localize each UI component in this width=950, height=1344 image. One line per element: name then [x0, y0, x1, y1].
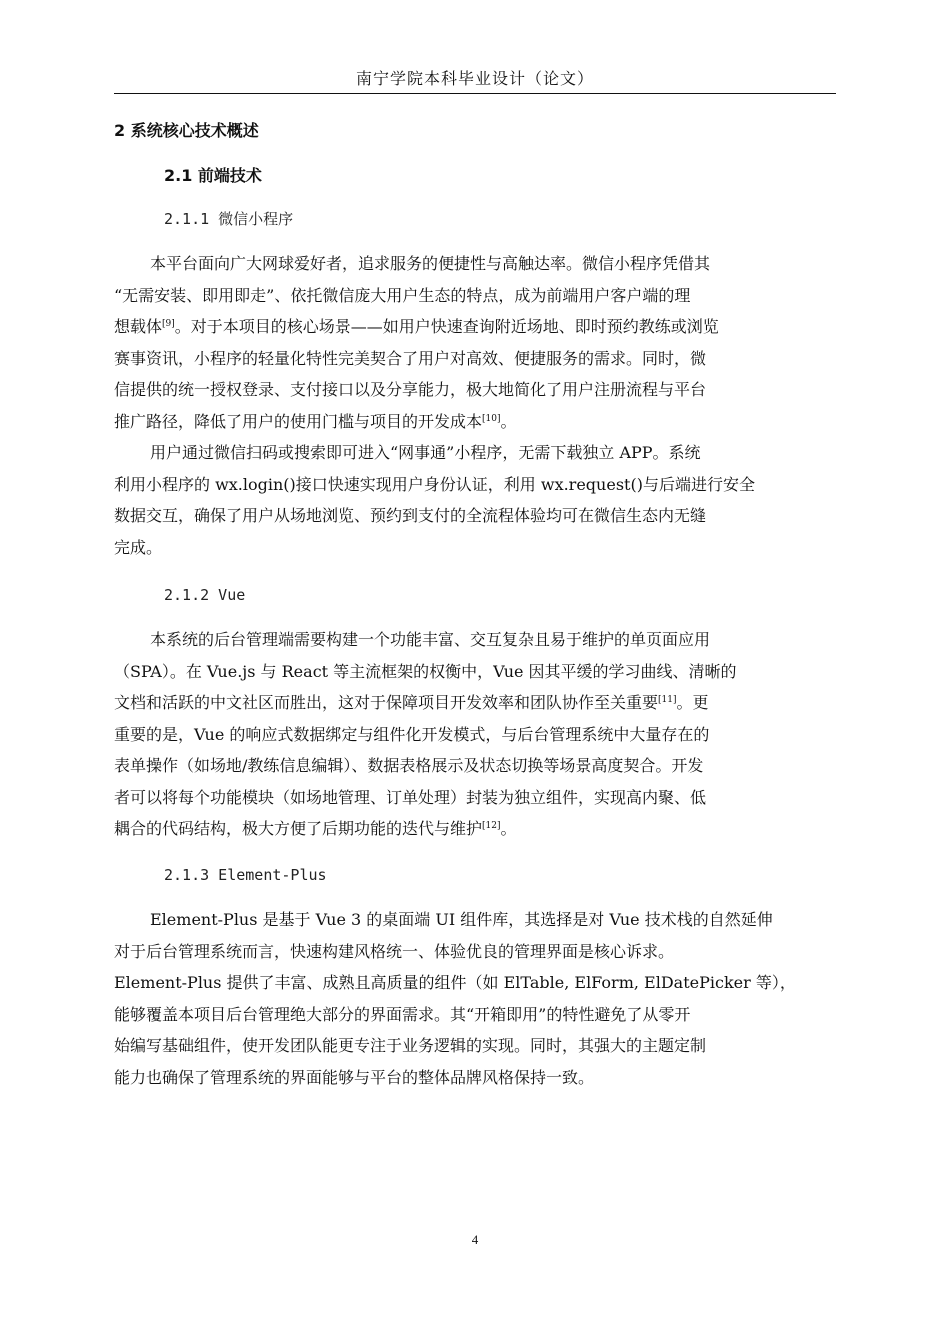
text-line: 信提供的统一授权登录、支付接口以及分享能力，极大地简化了用户注册流程与平台	[114, 380, 707, 399]
text-line: 本平台面向广大网球爱好者，追求服务的便捷性与高触达率。微信小程序凭借其	[150, 254, 711, 273]
citation-ref: [12]	[482, 821, 501, 831]
text-line: （SPA）。在 Vue.js 与 React 等主流框架的权衡中，Vue 因其平缓的学习曲线、清晰的	[114, 661, 737, 681]
text-segment: 耦合的代码结构，极大方便了后期功能的迭代与维护	[114, 819, 483, 838]
text-line: 完成。	[114, 537, 163, 557]
subsection-heading: 2.1 前端技术	[164, 166, 262, 185]
text-segment: 想载体	[114, 317, 163, 336]
header-rule	[114, 93, 836, 94]
text-segment: 推广路径，降低了用户的使用门槛与项目的开发成本	[114, 411, 483, 431]
text-line: Element-Plus 提供了丰富、成熟且高质量的组件（如 ElTable, ElForm, ElDatePicker 等），	[114, 973, 796, 992]
text-line: 能够覆盖本项目后台管理绝大部分的界面需求。其“开箱即用”的特性避免了从零开	[114, 1004, 691, 1024]
text-segment: 文档和活跃的中文社区而胜出，这对于保障项目开发效率和团队协作至关重要	[114, 693, 659, 712]
paragraph-miniprogram-1	[114, 248, 836, 437]
section-heading: 2 系统核心技术概述	[114, 121, 259, 140]
text-segment: 。对于本项目的核心场景——如用户快速查询附近场地、即时预约教练或浏览	[174, 317, 719, 336]
text-segment: 。	[500, 819, 517, 838]
subsubsection-heading-element-plus: 2.1.3 Element-Plus	[164, 866, 327, 884]
paragraph-element-plus	[114, 904, 836, 1093]
text-line	[114, 687, 836, 719]
text-line	[114, 406, 836, 438]
subsubsection-heading-miniprogram: 2.1.1 微信小程序	[164, 210, 294, 228]
text-segment: 。	[500, 411, 517, 431]
text-line: 始编写基础组件，使开发团队能更专注于业务逻辑的实现。同时，其强大的主题定制	[114, 1036, 707, 1055]
paragraph-miniprogram-2	[114, 437, 836, 563]
text-line: 用户通过微信扫码或搜索即可进入“网事通”小程序，无需下载独立 APP。系统	[150, 443, 701, 462]
text-line: 者可以将每个功能模块（如场地管理、订单处理）封装为独立组件，实现高内聚、低	[114, 787, 707, 807]
text-line	[114, 311, 836, 343]
text-line: Element-Plus 是基于 Vue 3 的桌面端 UI 组件库，其选择是对 Vue 技术栈的自然延伸	[150, 910, 773, 929]
text-line: 本系统的后台管理端需要构建一个功能丰富、交互复杂且易于维护的单页面应用	[150, 630, 711, 649]
text-line: 对于后台管理系统而言，快速构建风格统一、体验优良的管理界面是核心诉求。	[114, 941, 675, 961]
page-number: 4	[471, 1232, 479, 1247]
subsubsection-heading-vue: 2.1.2 Vue	[164, 586, 246, 604]
text-line	[114, 813, 836, 845]
paragraph-vue	[114, 624, 836, 845]
text-line: 利用小程序的 wx.login()接口快速实现用户身份认证，利用 wx.request()与后端进行安全	[114, 474, 755, 494]
citation-ref: [9]	[162, 319, 175, 329]
citation-ref: [10]	[482, 413, 501, 424]
text-line: 表单操作（如场地/教练信息编辑）、数据表格展示及状态切换等场景高度契合。开发	[114, 756, 704, 775]
text-line: “无需安装、即用即走”、依托微信庞大用户生态的特点，成为前端用户客户端的理	[114, 285, 691, 305]
text-segment: 。更	[676, 693, 709, 712]
citation-ref: [11]	[658, 695, 677, 705]
text-line: 数据交互，确保了用户从场地浏览、预约到支付的全流程体验均可在微信生态内无缝	[114, 506, 707, 525]
running-header: 南宁学院本科毕业设计（论文）	[355, 69, 594, 88]
text-line: 赛事资讯，小程序的轻量化特性完美契合了用户对高效、便捷服务的需求。同时，微	[114, 348, 707, 368]
text-line: 重要的是，Vue 的响应式数据绑定与组件化开发模式，与后台管理系统中大量存在的	[114, 724, 710, 744]
text-line: 能力也确保了管理系统的界面能够与平台的整体品牌风格保持一致。	[114, 1067, 595, 1087]
